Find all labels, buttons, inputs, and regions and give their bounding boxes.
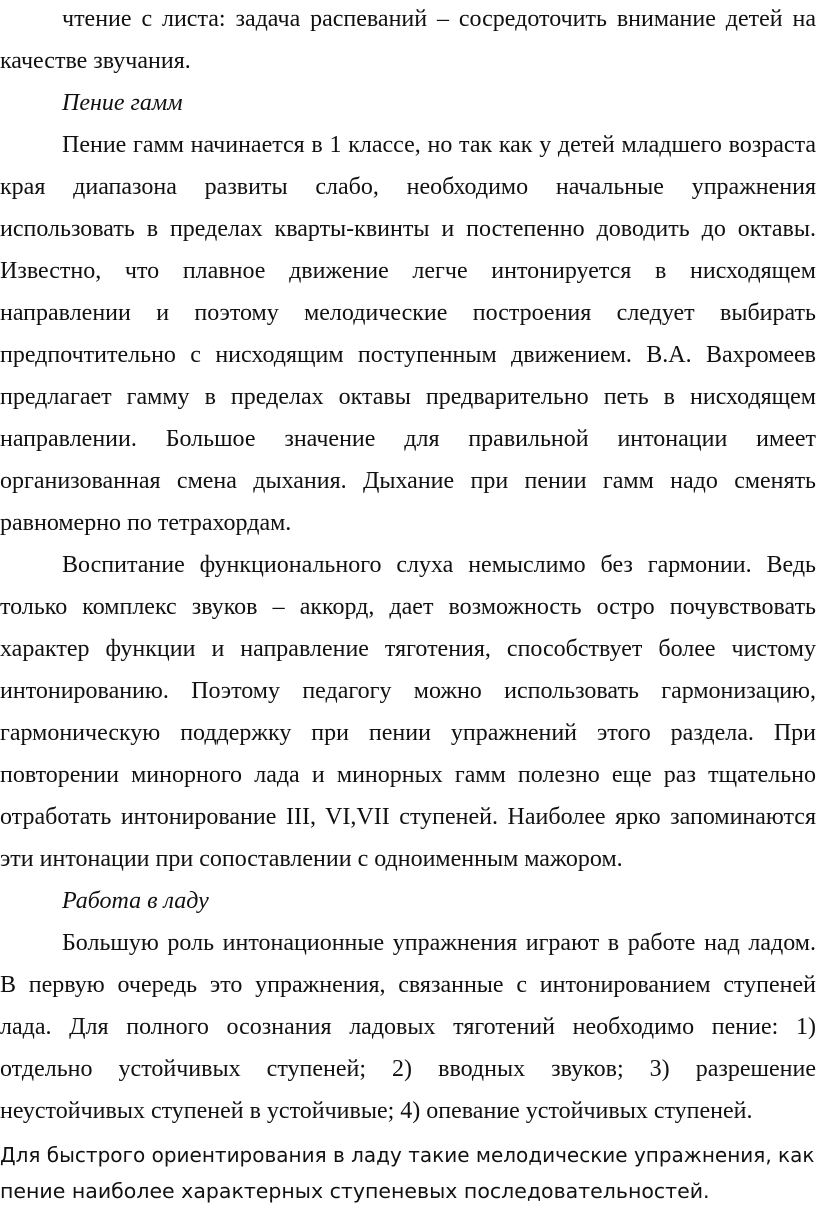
text-line: организованная смена дыхания. Дыхание при пении гамм надо сменять (0, 468, 816, 494)
text-line: использовать в пределах кварты-квинты и постепенно доводить до октавы. (0, 216, 816, 242)
text-line: качестве звучания. (0, 48, 191, 74)
text-line: Пение гамм начинается в 1 классе, но так как у детей младшего возраста (62, 132, 816, 158)
text-line: Воспитание функционального слуха немыслимо без гармонии. Ведь (62, 552, 816, 578)
text-line: края диапазона развиты слабо, необходимо начальные упражнения (0, 174, 816, 200)
text-line: эти интонации при сопоставлении с одноименным мажором. (0, 846, 623, 872)
text-line: гармоническую поддержку при пении упражнений этого раздела. При (0, 720, 816, 746)
text-line: В первую очередь это упражнения, связанные с интонированием ступеней (0, 972, 816, 998)
text-line: направлении и поэтому мелодические построения следует выбирать (0, 300, 816, 326)
text-line: предпочтительно с нисходящим поступенным движением. В.А. Вахромеев (0, 342, 816, 368)
text-line: направлении. Большое значение для правильной интонации имеет (0, 426, 816, 452)
text-line: интонированию. Поэтому педагогу можно использовать гармонизацию, (0, 678, 816, 704)
section-heading-mode: Работа в ладу (62, 888, 209, 914)
text-line: отработать интонирование III, VI,VII ступеней. Наиболее ярко запоминаются (0, 804, 816, 830)
text-line: неустойчивых ступеней в устойчивые; 4) опевание устойчивых ступеней. (0, 1098, 753, 1124)
text-line: предлагает гамму в пределах октавы предварительно петь в нисходящем (0, 384, 816, 410)
text-line: чтение с листа: задача распеваний – сосредоточить внимание детей на (62, 6, 816, 32)
text-line: Известно, что плавное движение легче интонируется в нисходящем (0, 258, 816, 284)
text-line: только комплекс звуков – аккорд, дает возможность остро почувствовать (0, 594, 816, 620)
section-heading-scales: Пение гамм (62, 90, 183, 116)
text-line: пение наиболее характерных ступеневых последовательностей. (0, 1179, 710, 1203)
text-line: характер функции и направление тяготения, способствует более чистому (0, 636, 816, 662)
text-line: лада. Для полного осознания ладовых тяготений необходимо пение: 1) (0, 1014, 816, 1040)
text-line: отдельно устойчивых ступеней; 2) вводных звуков; 3) разрешение (0, 1056, 816, 1082)
text-line: Для быстрого ориентирования в ладу такие мелодические упражнения, как (0, 1143, 815, 1167)
text-line: Большую роль интонационные упражнения играют в работе над ладом. (62, 930, 816, 956)
text-line: равномерно по тетрахордам. (0, 510, 292, 536)
text-line: повторении минорного лада и минорных гамм полезно еще раз тщательно (0, 762, 816, 788)
